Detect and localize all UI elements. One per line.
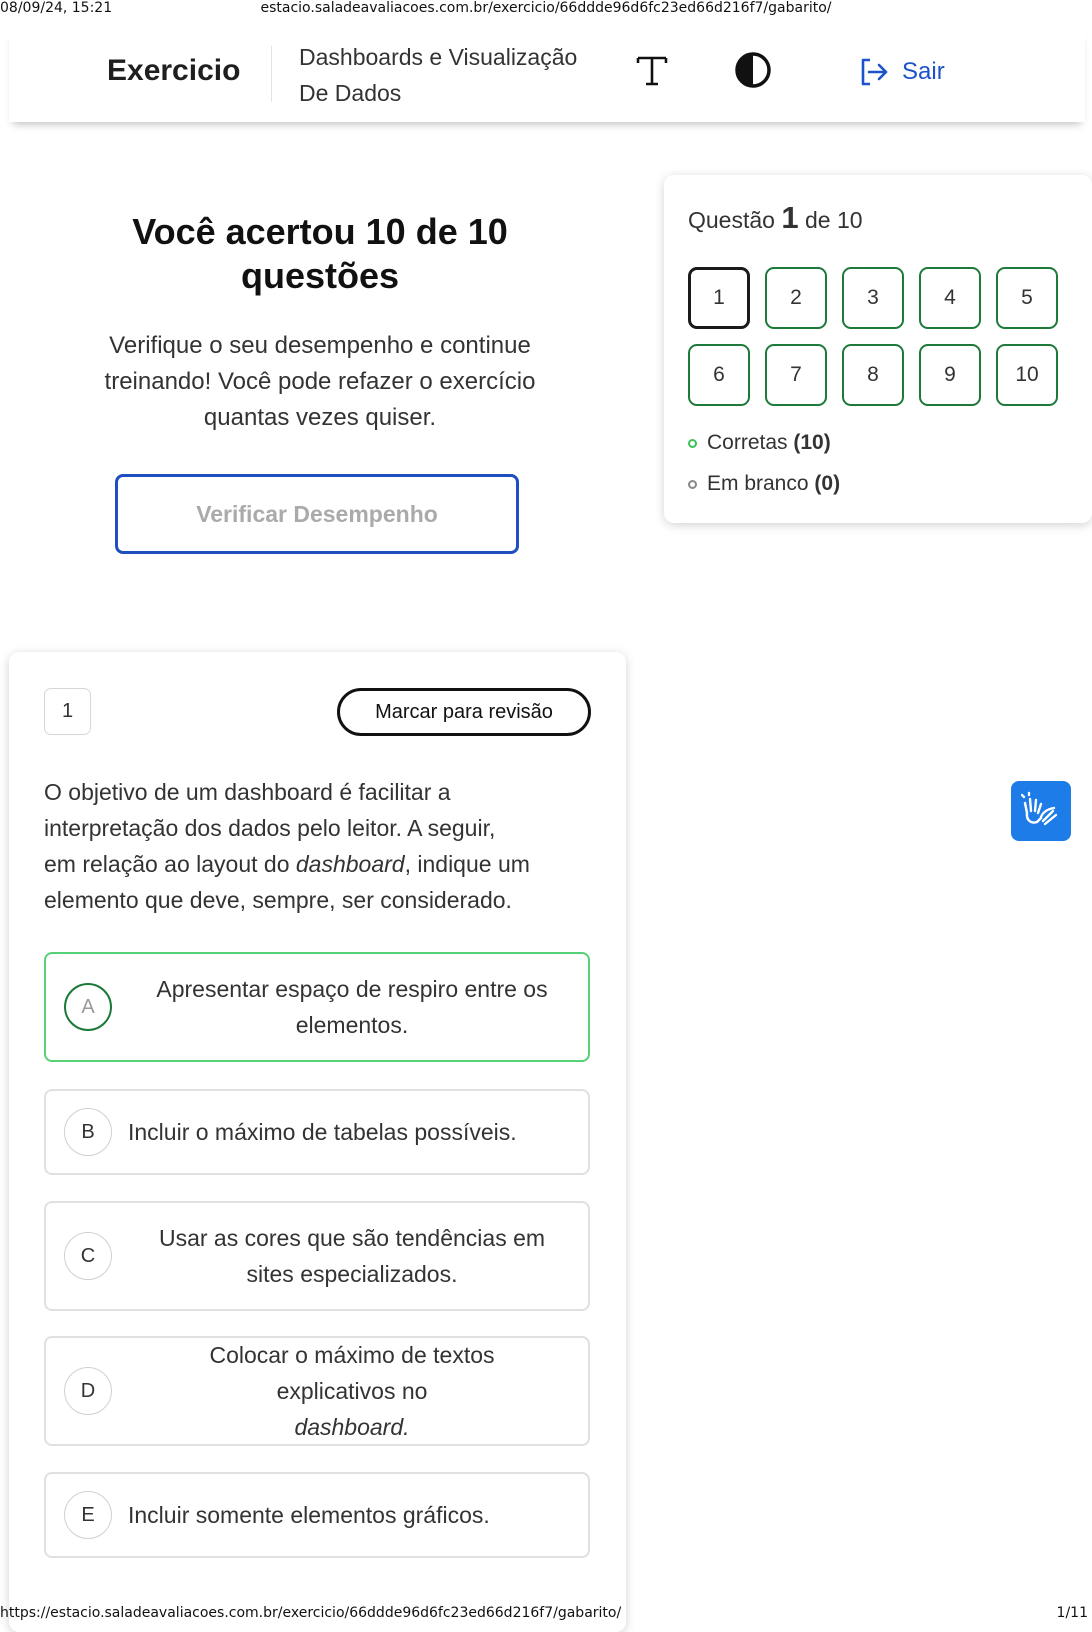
option-a-line-2: elementos.: [295, 1012, 409, 1038]
legend-correct-count: (10): [793, 431, 831, 454]
correct-dot-icon: [688, 439, 697, 448]
option-d[interactable]: [44, 1336, 590, 1446]
legend-blank-text: Em branco: [707, 472, 809, 495]
option-c-line-2: sites especializados.: [246, 1261, 458, 1287]
option-b[interactable]: [44, 1089, 590, 1175]
legend-blank-count: (0): [814, 472, 841, 495]
option-d-line-2-start: explicativos no: [276, 1378, 428, 1404]
legend-blank-label: [707, 472, 840, 496]
result-title: [60, 210, 580, 298]
question-nav-7[interactable]: 7: [765, 344, 827, 406]
option-b-text: [128, 1091, 576, 1173]
option-e[interactable]: [44, 1472, 590, 1558]
option-b-letter: B: [64, 1108, 112, 1156]
statement-dashboard-term: dashboard: [295, 851, 405, 877]
question-card: [9, 652, 626, 1632]
logout-icon: [858, 56, 890, 88]
statement-line-1: O objetivo de um dashboard é facilitar a: [44, 779, 451, 805]
result-title-line-1: Você acertou 10 de 10: [132, 211, 508, 252]
question-nav-5[interactable]: 5: [996, 267, 1058, 329]
sign-language-button[interactable]: [1011, 781, 1071, 841]
option-a-letter: A: [64, 983, 112, 1031]
question-counter-prefix: Questão: [688, 207, 775, 233]
question-nav-3[interactable]: 3: [842, 267, 904, 329]
logout-button[interactable]: [858, 52, 945, 92]
option-d-letter: D: [64, 1367, 112, 1415]
option-c-text: [128, 1203, 576, 1309]
option-c-line-1: Usar as cores que são tendências em: [158, 1225, 546, 1251]
question-nav-2[interactable]: 2: [765, 267, 827, 329]
question-nav-4[interactable]: 4: [919, 267, 981, 329]
text-size-icon[interactable]: [634, 50, 670, 90]
brand-title: Exercicio: [107, 54, 241, 87]
option-a[interactable]: [44, 952, 590, 1062]
result-summary: [60, 210, 580, 436]
course-title-line-1: Dashboards e Visualização: [299, 44, 578, 70]
question-nav-6[interactable]: 6: [688, 344, 750, 406]
logout-label: Sair: [902, 58, 945, 85]
mark-for-review-button[interactable]: Marcar para revisão: [337, 688, 591, 736]
option-c[interactable]: [44, 1201, 590, 1311]
course-title: [299, 39, 619, 111]
footer-url: https://estacio.saladeavaliacoes.com.br/exercicio/66ddde96d6fc23ed66d216f7/gabarito/: [0, 1605, 622, 1621]
legend-blank: [688, 472, 840, 496]
header-divider: [271, 46, 272, 102]
question-nav-1[interactable]: 1: [688, 267, 750, 329]
verify-performance-button[interactable]: Verificar Desempenho: [115, 474, 519, 554]
question-nav-9[interactable]: 9: [919, 344, 981, 406]
result-text-line-2: treinando! Você pode refazer o exercício: [104, 368, 536, 395]
legend-correct-label: [707, 431, 831, 455]
option-e-text: [128, 1474, 576, 1556]
print-footer: [0, 1605, 1092, 1623]
option-b-line-1: Incluir o máximo de tabelas possíveis.: [128, 1119, 517, 1145]
option-d-line-2: [209, 1373, 494, 1445]
option-a-text: [128, 954, 576, 1060]
legend-correct: [688, 431, 831, 455]
top-bar: [9, 30, 1085, 122]
option-a-line-1: Apresentar espaço de respiro entre os: [156, 976, 548, 1002]
footer-page-number: 1/11: [1056, 1605, 1088, 1621]
question-counter: [688, 200, 863, 236]
question-nav-8[interactable]: 8: [842, 344, 904, 406]
statement-line-4: elemento que deve, sempre, ser considerado.: [44, 887, 512, 913]
blank-dot-icon: [688, 480, 697, 489]
contrast-icon[interactable]: [733, 50, 773, 90]
sign-language-hands-icon: [1021, 791, 1061, 831]
statement-line-3: [44, 846, 594, 882]
statement-line-3-start: em relação ao layout do: [44, 851, 296, 877]
print-header: [0, 0, 1092, 18]
question-statement: [44, 774, 594, 918]
statement-line-2: interpretação dos dados pelo leitor. A seguir,: [44, 815, 496, 841]
question-navigator: [664, 175, 1092, 523]
option-c-letter: C: [64, 1232, 112, 1280]
course-title-line-2: De Dados: [299, 80, 402, 106]
option-d-line-1: Colocar o máximo de textos: [209, 1342, 495, 1368]
option-e-line-1: Incluir somente elementos gráficos.: [128, 1502, 490, 1528]
question-grid: [688, 267, 1058, 406]
option-e-letter: E: [64, 1491, 112, 1539]
option-d-text: [128, 1338, 576, 1444]
legend-correct-text: Corretas: [707, 431, 788, 454]
question-counter-current: 1: [781, 200, 799, 235]
result-text-line-1: Verifique o seu desempenho e continue: [109, 332, 531, 359]
result-title-line-2: questões: [240, 255, 400, 296]
question-number-badge: 1: [44, 688, 91, 735]
result-text: [60, 328, 580, 436]
print-url: estacio.saladeavaliacoes.com.br/exercicio/66ddde96d6fc23ed66d216f7/gabarito/: [260, 0, 832, 16]
option-d-dashboard-term: dashboard.: [294, 1414, 410, 1440]
question-nav-10[interactable]: 10: [996, 344, 1058, 406]
result-text-line-3: quantas vezes quiser.: [203, 404, 437, 431]
print-datetime: 08/09/24, 15:21: [0, 0, 113, 16]
statement-line-3-end: , indique um: [404, 851, 530, 877]
question-counter-suffix: de 10: [804, 207, 863, 233]
